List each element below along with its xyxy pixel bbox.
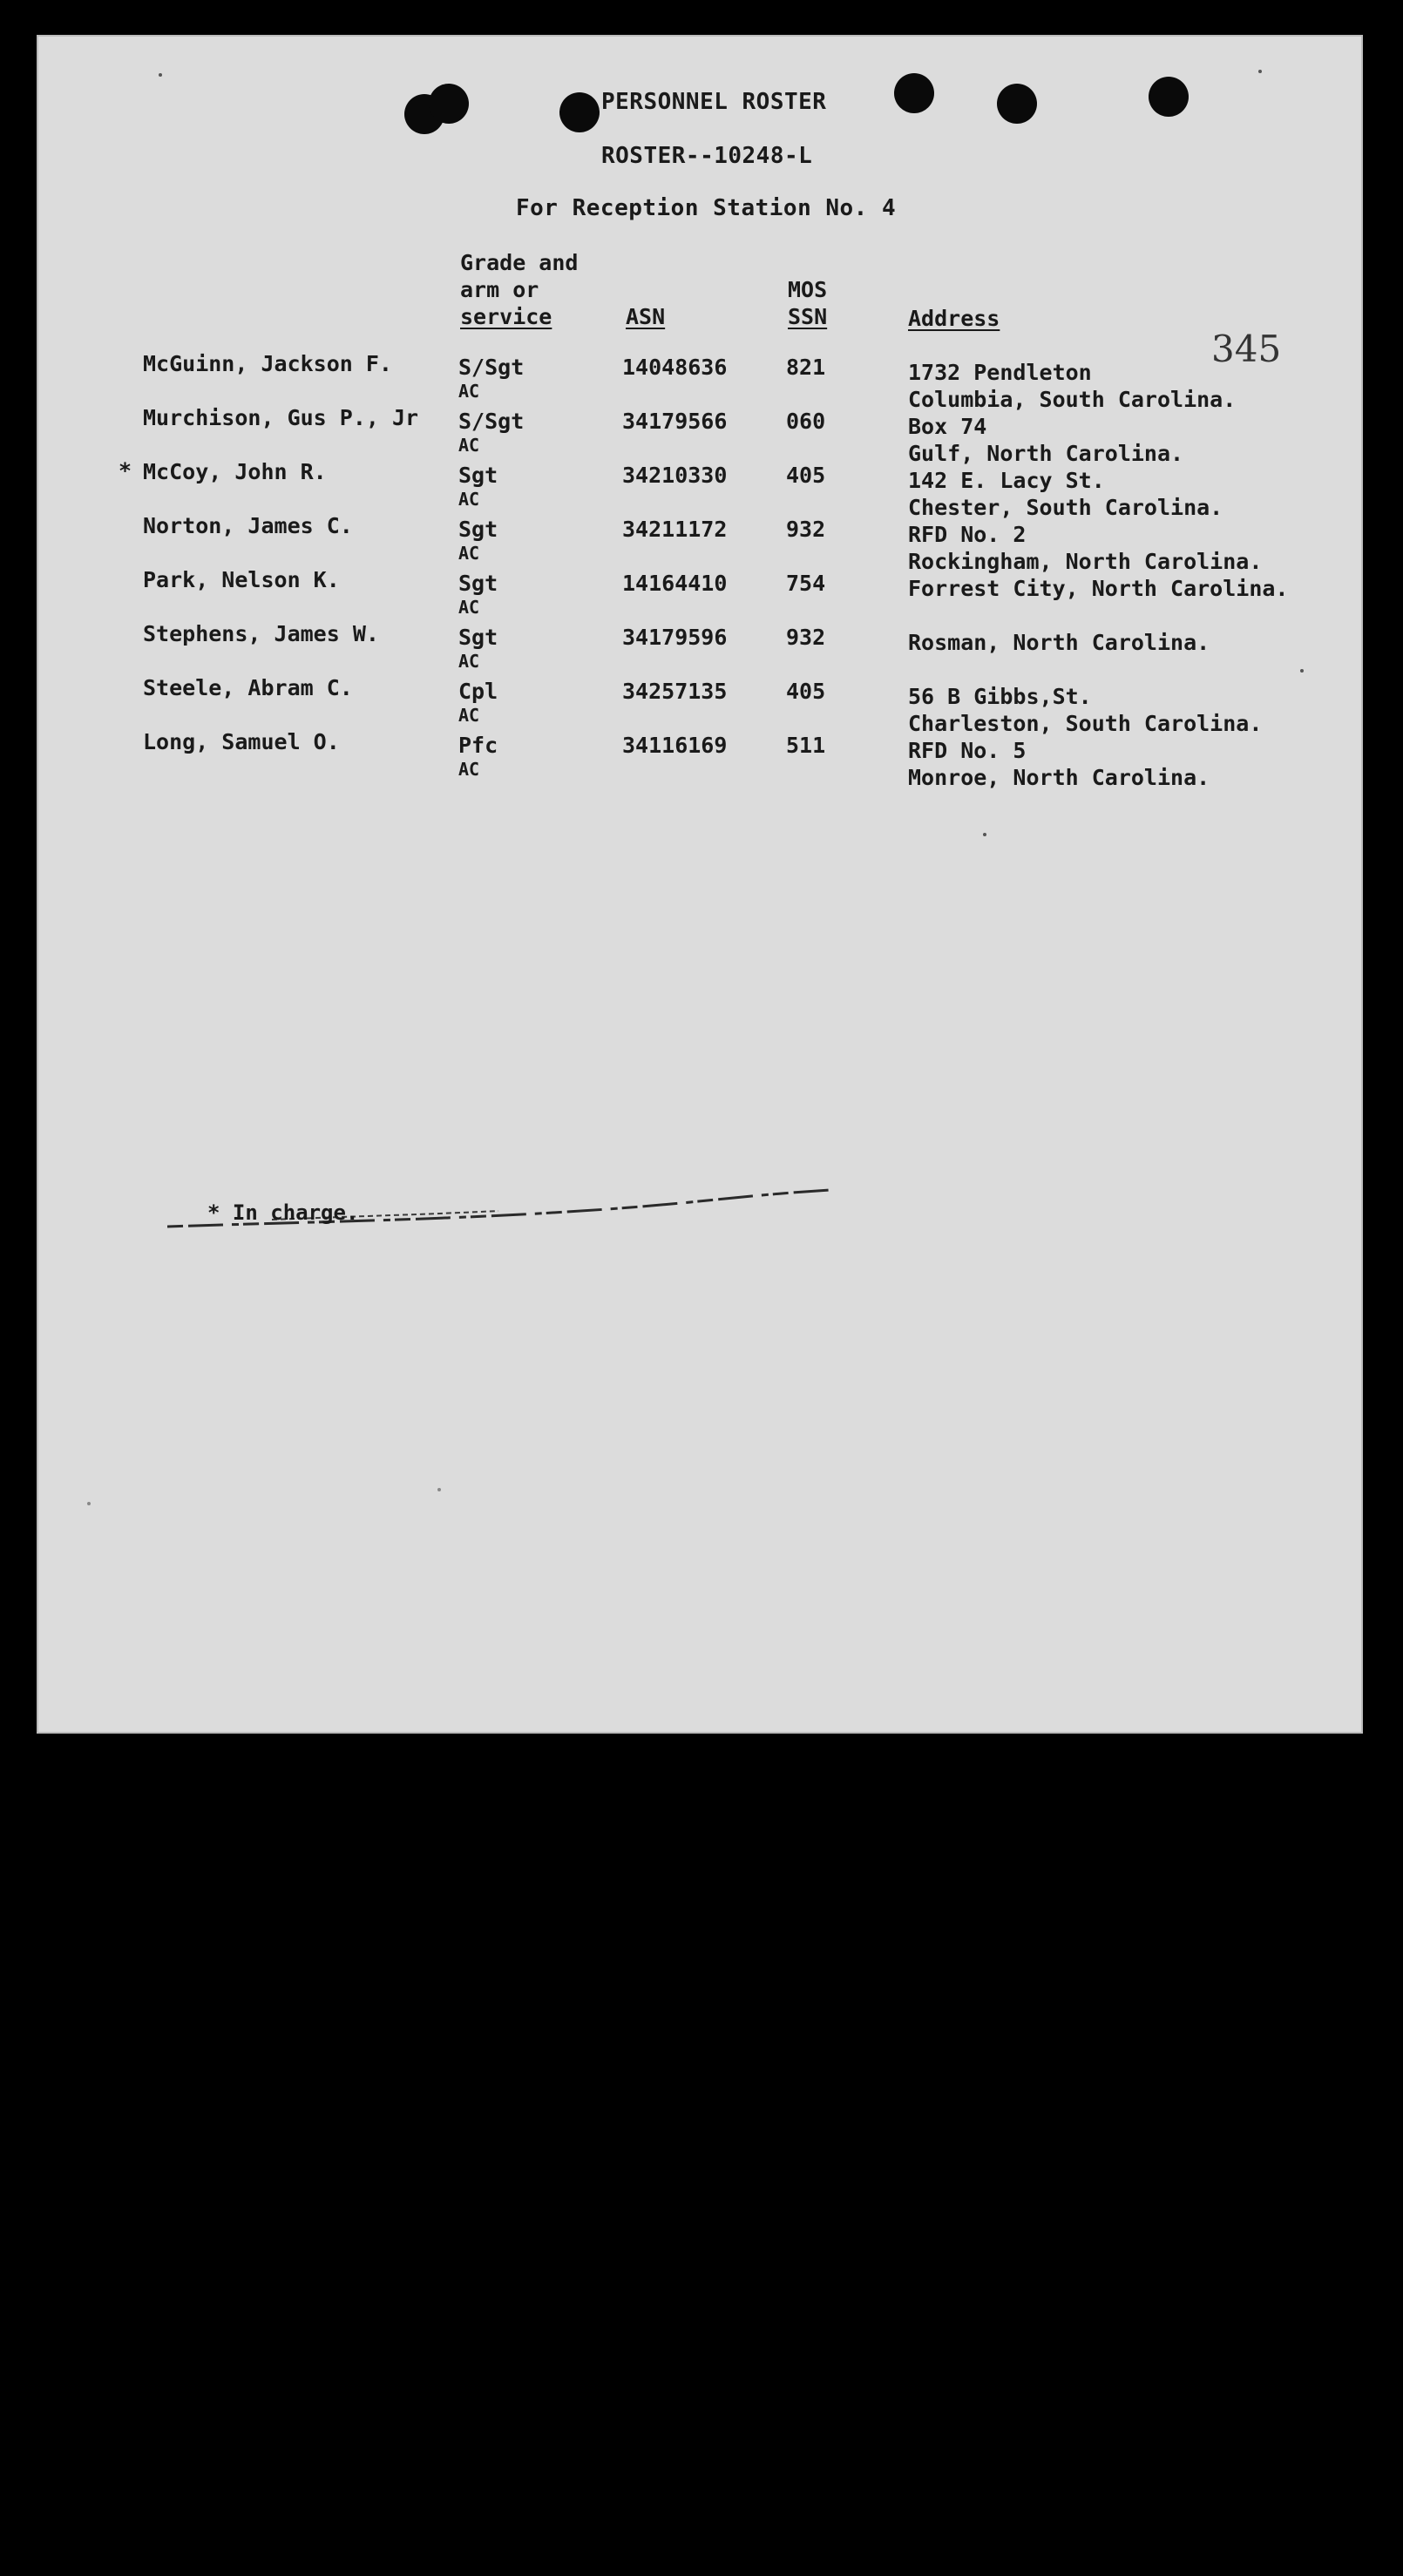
- row-arm: AC: [458, 435, 480, 456]
- column-header-grade-line3: service: [460, 304, 552, 329]
- row-grade: Sgt: [458, 571, 498, 596]
- row-name: McGuinn, Jackson F.: [143, 351, 392, 376]
- row-asn: 34116169: [622, 733, 728, 758]
- in-charge-asterisk: *: [119, 458, 132, 483]
- row-address-line1: RFD No. 5: [908, 738, 1027, 763]
- row-mos: 405: [786, 679, 826, 704]
- paper-speck: [159, 73, 162, 77]
- document-title: PERSONNEL ROSTER: [601, 89, 827, 115]
- page-number: 345: [1211, 328, 1282, 370]
- row-address-line1: 142 E. Lacy St.: [908, 468, 1105, 493]
- row-name: Murchison, Gus P., Jr: [143, 405, 419, 430]
- paper-speck: [1300, 669, 1304, 673]
- row-name: Stephens, James W.: [143, 621, 379, 646]
- row-address-line2: Monroe, North Carolina.: [908, 765, 1210, 790]
- column-header-grade-line1: Grade and: [460, 250, 579, 275]
- row-asn: 34257135: [622, 679, 728, 704]
- punch-hole: [429, 84, 469, 124]
- row-name: Norton, James C.: [143, 513, 353, 538]
- station-line: For Reception Station No. 4: [516, 195, 897, 221]
- row-address-line2: Rockingham, North Carolina.: [908, 549, 1263, 574]
- paper-speck: [437, 1488, 441, 1491]
- punch-hole: [1149, 77, 1189, 117]
- row-grade: S/Sgt: [458, 409, 525, 434]
- row-address-line1: 56 B Gibbs,St.: [908, 684, 1092, 709]
- roster-id: ROSTER--10248-L: [601, 143, 813, 169]
- row-address-line1: RFD No. 2: [908, 522, 1027, 547]
- row-asn: 14164410: [622, 571, 728, 596]
- row-arm: AC: [458, 651, 480, 672]
- row-grade: Sgt: [458, 517, 498, 542]
- row-name: McCoy, John R.: [143, 459, 327, 484]
- row-arm: AC: [458, 489, 480, 510]
- row-address-line1: 1732 Pendleton: [908, 360, 1092, 385]
- row-address-line1: Box 74: [908, 414, 987, 439]
- row-address-line1: Forrest City, North Carolina.: [908, 576, 1289, 601]
- row-asn: 14048636: [622, 355, 728, 380]
- row-grade: S/Sgt: [458, 355, 525, 380]
- row-asn: 34179596: [622, 625, 728, 650]
- row-address-line2: Charleston, South Carolina.: [908, 711, 1263, 736]
- column-header-address: Address: [908, 306, 1000, 331]
- row-asn: 34210330: [622, 463, 728, 488]
- row-arm: AC: [458, 759, 480, 780]
- row-arm: AC: [458, 597, 480, 618]
- row-mos: 060: [786, 409, 826, 434]
- paper-speck: [1258, 70, 1262, 73]
- column-header-mos: MOS SSN: [788, 277, 828, 329]
- row-name: Steele, Abram C.: [143, 675, 353, 700]
- row-name: Park, Nelson K.: [143, 567, 340, 592]
- row-asn: 34179566: [622, 409, 728, 434]
- row-mos: 754: [786, 571, 826, 596]
- row-address-line2: Chester, South Carolina.: [908, 495, 1223, 520]
- column-header-asn: ASN: [626, 304, 666, 329]
- row-arm: AC: [458, 543, 480, 564]
- row-grade: Pfc: [458, 733, 498, 758]
- column-header-grade-line2: arm or: [460, 277, 539, 302]
- row-mos: 932: [786, 625, 826, 650]
- row-arm: AC: [458, 705, 480, 726]
- row-address-line1: Rosman, North Carolina.: [908, 630, 1210, 655]
- column-header-grade: [460, 249, 578, 330]
- row-grade: Sgt: [458, 463, 498, 488]
- row-address-line2: Gulf, North Carolina.: [908, 441, 1184, 466]
- punch-hole: [997, 84, 1037, 124]
- row-grade: Cpl: [458, 679, 498, 704]
- row-asn: 34211172: [622, 517, 728, 542]
- row-name: Long, Samuel O.: [143, 729, 340, 754]
- row-arm: AC: [458, 381, 480, 402]
- row-mos: 511: [786, 733, 826, 758]
- paper-speck: [87, 1502, 91, 1505]
- footnote: * In charge.: [207, 1200, 359, 1225]
- punch-hole: [559, 92, 600, 132]
- row-grade: Sgt: [458, 625, 498, 650]
- row-mos: 932: [786, 517, 826, 542]
- row-address-line2: Columbia, South Carolina.: [908, 387, 1237, 412]
- row-mos: 821: [786, 355, 826, 380]
- punch-hole: [894, 73, 934, 113]
- roster-document: [37, 35, 1363, 1734]
- paper-speck: [983, 833, 986, 836]
- row-mos: 405: [786, 463, 826, 488]
